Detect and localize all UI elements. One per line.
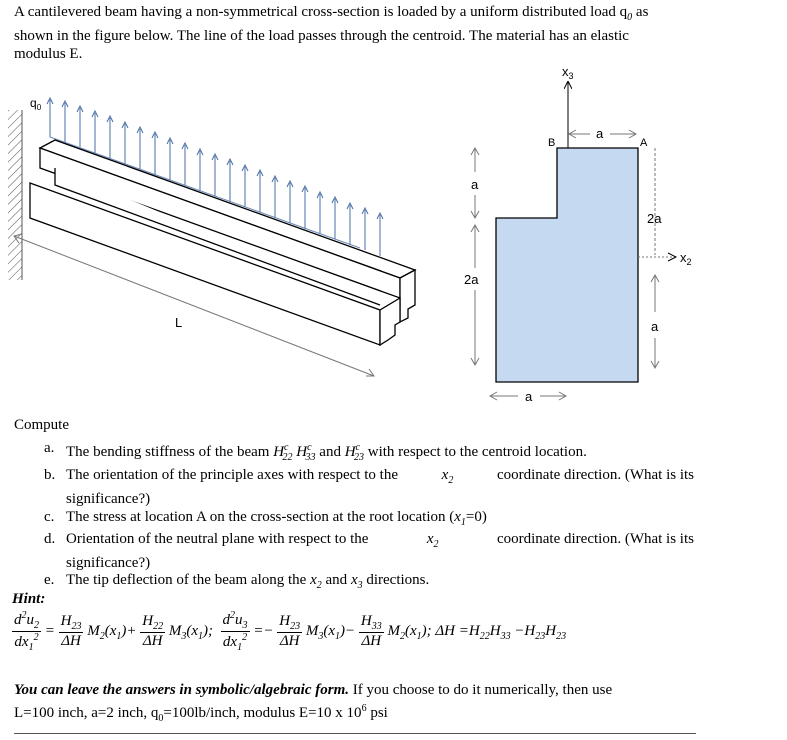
intro-paragraph	[14, 3, 784, 63]
label-B: B	[548, 137, 556, 149]
symbol-x2: $x_2$	[441, 467, 454, 486]
symbol-x2: $x_2$	[426, 531, 439, 550]
beam-figure	[0, 60, 787, 410]
symbol-H33c: $H^c_{33}$	[296, 442, 316, 463]
label-x3: $x_3$	[562, 64, 574, 81]
bottom-rule	[14, 733, 696, 734]
intro-line-1: A cantilevered beam having a non-symmetrical cross-section is loaded by a uniform distributed load $q_0$ as	[14, 4, 649, 23]
label-dim-a-bottom: a	[525, 389, 533, 404]
label-dim-a-right: a	[651, 319, 659, 334]
intro-line-3: modulus E.	[14, 46, 83, 62]
symbol-x2: $x_2$	[310, 572, 322, 591]
label-q0: $q_0$	[30, 96, 42, 112]
item-a: a. The bending stiffness of the beam $H^c_{22}$ $H^c_{33}$ and $H^c_{23}$ with respect to the centroid location.	[44, 440, 587, 463]
label-dim-2a-right: 2a	[647, 211, 662, 226]
beam-3d	[30, 140, 415, 345]
intro-line-2: shown in the figure below. The line of the load passes through the centroid. The material has an elastic	[14, 28, 629, 44]
label-x2: $x_2$	[680, 250, 692, 267]
hint-equations: $\frac{d^2u_2}{dx_1^2}$ = $\frac{H_{23}}{\Delta H}$ $M_2(x_1)+$ $\frac{H_{22}}{\Delta H}$ $M_3(x_1)$; $\frac{d^2u_3}{dx_1^2}$ =− $\frac{H_{23}}{\Delta H}$ $M_3(x_1)-$ $\frac{H_{33}}{\Delta H}$ $M_2(x_1)$; $\Delta H =H_{22}H_{33} -H_{23}H_{23}$	[14, 610, 567, 653]
symbol-H22c: $H^c_{22}$	[273, 442, 293, 463]
fixed-wall-hatch	[8, 110, 22, 280]
item-d: d. Orientation of the neutral plane with respect to the $x_2$ coordinate direction. (What is its significance?)	[44, 531, 694, 571]
label-L: L	[175, 315, 183, 330]
hint-heading: Hint:	[12, 591, 46, 607]
item-e: e. The tip deflection of the beam along the $x_2$ and $x_3$ directions.	[44, 572, 430, 591]
note-line-2: L=100 inch, a=2 inch, $q_0=100lb$/inch, modulus E=10 x $10^6$ psi	[14, 703, 388, 724]
symbol-x3: $x_3$	[350, 572, 363, 591]
item-c: c. The stress at location A on the cross-section at the root location $(x_1=0)$	[44, 509, 487, 528]
label-dim-a-vert: a	[471, 177, 479, 192]
symbol-x1: $x_1$	[454, 509, 466, 528]
cross-section-shape	[496, 148, 638, 382]
dim-left-2a	[471, 225, 479, 365]
label-dim-2a-vert: 2a	[464, 272, 479, 287]
symbol-H23c: $H^c_{23}$	[344, 442, 364, 463]
compute-heading: Compute	[14, 417, 69, 433]
label-A: A	[640, 137, 648, 149]
note-line-1: You can leave the answers in symbolic/algebraic form. If you choose to do it numerically, then use	[14, 682, 613, 698]
label-dim-a-top: a	[596, 126, 604, 141]
item-b: b. The orientation of the principle axes with respect to the $x_2$ coordinate direction. (What is its significance?)	[44, 467, 694, 507]
